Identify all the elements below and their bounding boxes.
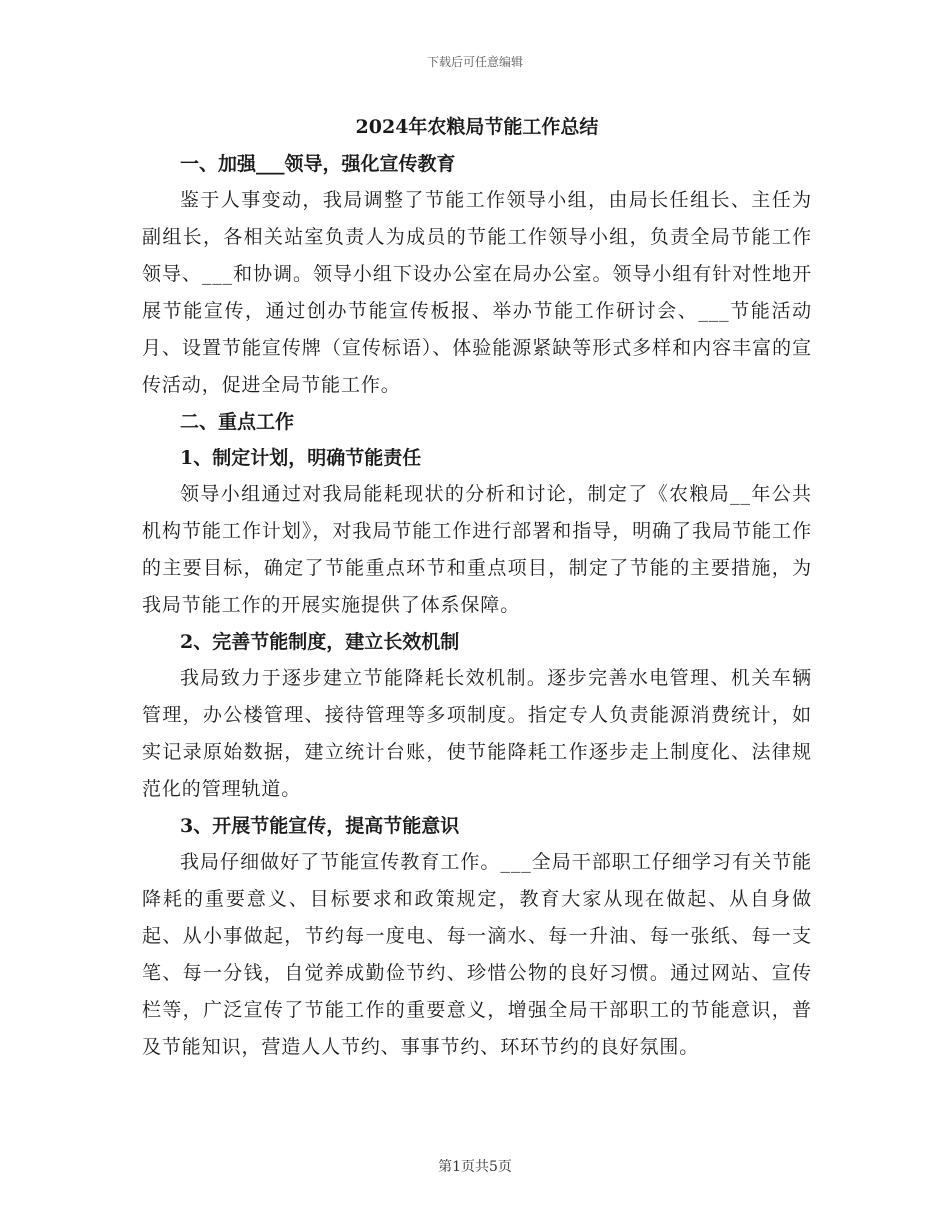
subsection-heading-1: 1、制定计划，明确节能责任 <box>180 447 422 469</box>
paragraph-2: 领导小组通过对我局能耗现状的分析和讨论，制定了《农粮局__年公共机构节能工作计划》，对我局节能工作进行部署和指导，明确了我局节能工作的主要目标，确定了节能重点环节和重点项目，制定了节能的主要措施，为我局节能工作的开展实施提供了体系保障。 <box>142 483 812 616</box>
document-title: 2024年农粮局节能工作总结 <box>355 116 599 138</box>
page-footer: 第1页共5页 <box>438 1159 512 1175</box>
subsection-heading-2: 2、完善节能制度，建立长效机制 <box>180 631 460 653</box>
section-heading-2: 二、重点工作 <box>180 411 295 433</box>
header-note: 下载后可任意编辑 <box>426 55 523 69</box>
subsection-heading-3: 3、开展节能宣传，提高节能意识 <box>180 815 460 837</box>
paragraph-1: 鉴于人事变动，我局调整了节能工作领导小组，由局长任组长、主任为副组长，各相关站室负责人为成员的节能工作领导小组，负责全局节能工作领导、___和协调。领导小组下设办公室在局办公室。领导小组有针对性地开展节能宣传，通过创办节能宣传板报、举办节能工作研讨会、___节能活动月、设置节能宣传牌（宣传标语）、体验能源紧缺等形式多样和内容丰富的宣传活动，促进全局节能工作。 <box>142 189 812 396</box>
paragraph-4: 我局仔细做好了节能宣传教育工作。___全局干部职工仔细学习有关节能降耗的重要意义、目标要求和政策规定，教育大家从现在做起、从自身做起、从小事做起，节约每一度电、每一滴水、每一升油、每一张纸、每一支笔、每一分钱，自觉养成勤俭节约、珍惜公物的良好习惯。通过网站、宣传栏等，广泛宣传了节能工作的重要意义，增强全局干部职工的节能意识，普及节能知识，营造人人节约、事事节约、环环节约的良好氛围。 <box>142 851 812 1058</box>
paragraph-3: 我局致力于逐步建立节能降耗长效机制。逐步完善水电管理、机关车辆管理，办公楼管理、接待管理等多项制度。指定专人负责能源消费统计，如实记录原始数据，建立统计台账，使节能降耗工作逐步走上制度化、法律规范化的管理轨道。 <box>142 667 812 800</box>
section-heading-1: 一、加强___领导，强化宣传教育 <box>180 153 456 175</box>
document-body <box>142 112 812 1066</box>
